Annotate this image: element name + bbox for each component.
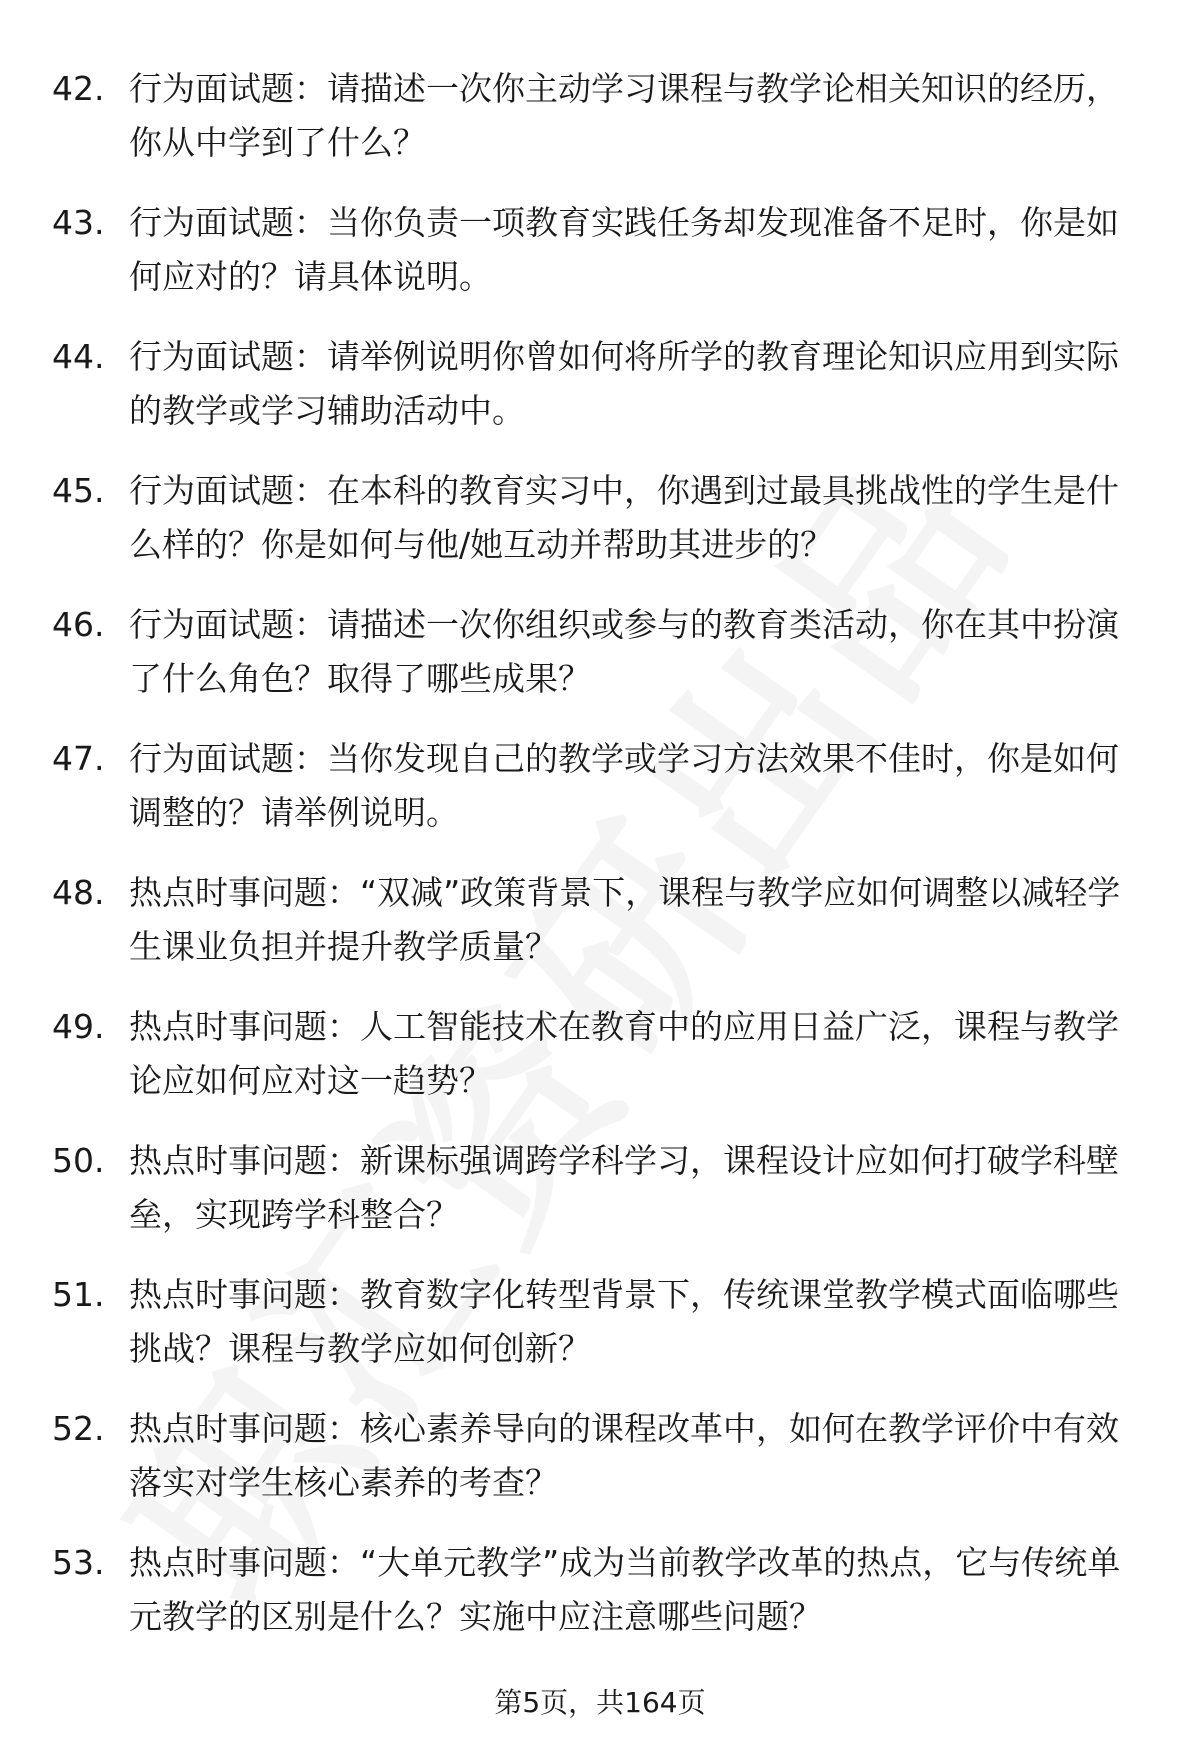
page-footer: 第5页，共164页	[494, 1686, 706, 1719]
question-number: 48.	[52, 873, 105, 912]
question-text: 行为面试题：当你负责一项教育实践任务却发现准备不足时，你是如何应对的？请具体说明。	[129, 203, 1119, 296]
question-item	[0, 318, 1200, 452]
question-number: 43.	[52, 203, 105, 242]
question-item	[0, 452, 1200, 586]
question-item	[0, 50, 1200, 184]
question-text: 热点时事问题：新课标强调跨学科学习，课程设计应如何打破学科壁垒，实现跨学科整合？	[129, 1141, 1119, 1234]
question-item	[0, 720, 1200, 854]
question-text: 热点时事问题：教育数字化转型背景下，传统课堂教学模式面临哪些挑战？课程与教学应如何创新？	[129, 1275, 1119, 1368]
question-number: 47.	[52, 739, 105, 778]
question-item	[0, 1390, 1200, 1524]
question-number: 52.	[52, 1409, 105, 1448]
question-item	[0, 1122, 1200, 1256]
question-number: 51.	[52, 1275, 105, 1314]
question-number: 45.	[52, 471, 105, 510]
question-text: 行为面试题：当你发现自己的教学或学习方法效果不佳时，你是如何调整的？请举例说明。	[129, 739, 1119, 832]
question-item	[0, 854, 1200, 988]
question-number: 50.	[52, 1141, 105, 1180]
question-list	[0, 50, 1200, 1658]
question-number: 42.	[52, 69, 105, 108]
question-number: 44.	[52, 337, 105, 376]
question-text: 热点时事问题：“大单元教学”成为当前教学改革的热点，它与传统单元教学的区别是什么？实施中应注意哪些问题？	[129, 1543, 1121, 1636]
question-number: 53.	[52, 1543, 105, 1582]
question-item	[0, 1256, 1200, 1390]
question-text: 行为面试题：请举例说明你曾如何将所学的教育理论知识应用到实际的教学或学习辅助活动中。	[129, 337, 1119, 430]
question-item	[0, 988, 1200, 1122]
question-text: 行为面试题：请描述一次你主动学习课程与教学论相关知识的经历，你从中学到了什么？	[129, 69, 1119, 162]
question-item	[0, 184, 1200, 318]
question-text: 行为面试题：在本科的教育实习中，你遇到过最具挑战性的学生是什么样的？你是如何与他/她互动并帮助其进步的？	[129, 471, 1119, 564]
question-number: 49.	[52, 1007, 105, 1046]
question-number: 46.	[52, 605, 105, 644]
question-text: 热点时事问题：人工智能技术在教育中的应用日益广泛，课程与教学论应如何应对这一趋势？	[129, 1007, 1119, 1100]
question-item	[0, 586, 1200, 720]
question-text: 热点时事问题：核心素养导向的课程改革中，如何在教学评价中有效落实对学生核心素养的考查？	[129, 1409, 1119, 1502]
question-text: 行为面试题：请描述一次你组织或参与的教育类活动，你在其中扮演了什么角色？取得了哪些成果？	[129, 605, 1119, 698]
question-item	[0, 1524, 1200, 1658]
question-text: 热点时事问题：“双减”政策背景下，课程与教学应如何调整以减轻学生课业负担并提升教学质量？	[129, 873, 1121, 966]
